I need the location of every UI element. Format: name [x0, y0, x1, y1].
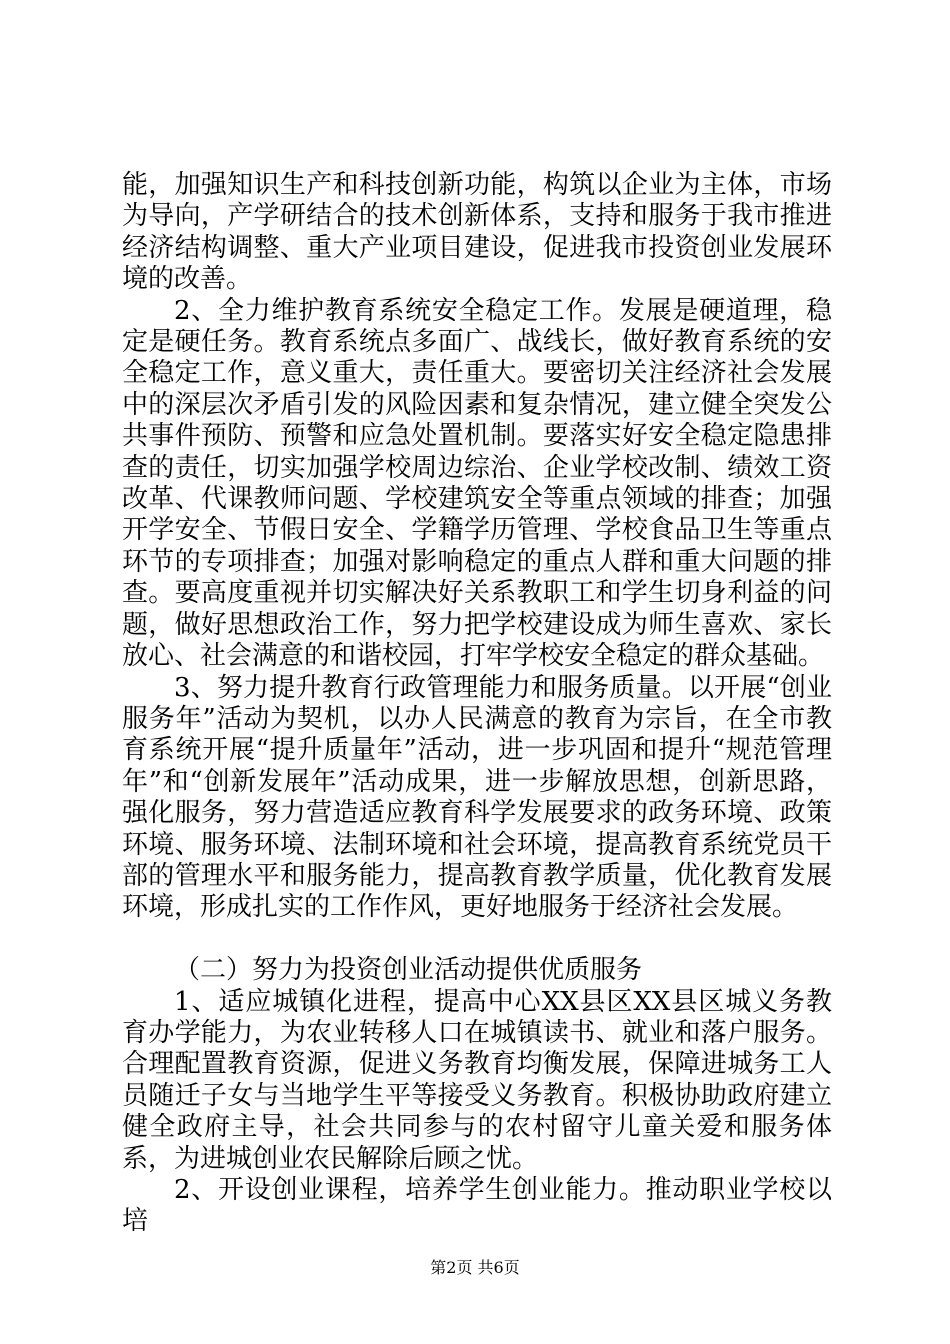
section-heading: （二）努力为投资创业活动提供优质服务: [174, 955, 643, 986]
page-footer: [0, 1258, 950, 1278]
paragraph-item-1: 1、适应城镇化进程，提高中心XX县区XX县区城义务教育办学能力，为农业转移人口在城镇读书、就业和落户服务。合理配置教育资源，促进义务教育均衡发展，保障进城务工人员随迁子女与当地学生平等接受义务教育。积极协助政府建立健全政府主导，社会共同参与的农村留守儿童关爱和服务体系，为进城创业农民解除后顾之忧。: [122, 986, 832, 1174]
paragraph-continuation: 能，加强知识生产和科技创新功能，构筑以企业为主体，市场为导向，产学研结合的技术创新体系，支持和服务于我市推进经济结构调整、重大产业项目建设，促进我市投资创业发展环境的改善。: [122, 170, 832, 295]
document-body: [122, 170, 832, 1238]
page-number: 第2页 共6页: [430, 1258, 520, 1277]
paragraph-item-2b: 2、开设创业课程，培养学生创业能力。推动职业学校以培: [122, 1174, 832, 1237]
paragraph-item-2: 2、全力维护教育系统安全稳定工作。发展是硬道理，稳定是硬任务。教育系统点多面广、战线长，做好教育系统的安全稳定工作，意义重大，责任重大。要密切关注经济社会发展中的深层次矛盾引发的风险因素和复杂情况，建立健全突发公共事件预防、预警和应急处置机制。要落实好安全稳定隐患排查的责任，切实加强学校周边综治、企业学校改制、绩效工资改革、代课教师问题、学校建筑安全等重点领域的排查；加强开学安全、节假日安全、学籍学历管理、学校食品卫生等重点环节的专项排查；加强对影响稳定的重点人群和重大问题的排查。要高度重视并切实解决好关系教职工和学生切身利益的问题，做好思想政治工作，努力把学校建设成为师生喜欢、家长放心、社会满意的和谐校园，打牢学校安全稳定的群众基础。: [122, 295, 832, 672]
paragraph-item-3: 3、努力提升教育行政管理能力和服务质量。以开展“创业服务年”活动为契机，以办人民满意的教育为宗旨，在全市教育系统开展“提升质量年”活动，进一步巩固和提升“规范管理年”和“创新发展年”活动成果，进一步解放思想，创新思路，强化服务，努力营造适应教育科学发展要求的政务环境、政策环境、服务环境、法制环境和社会环境，提高教育系统党员干部的管理水平和服务能力，提高教育教学质量，优化教育发展环境，形成扎实的工作作风，更好地服务于经济社会发展。: [122, 672, 832, 923]
